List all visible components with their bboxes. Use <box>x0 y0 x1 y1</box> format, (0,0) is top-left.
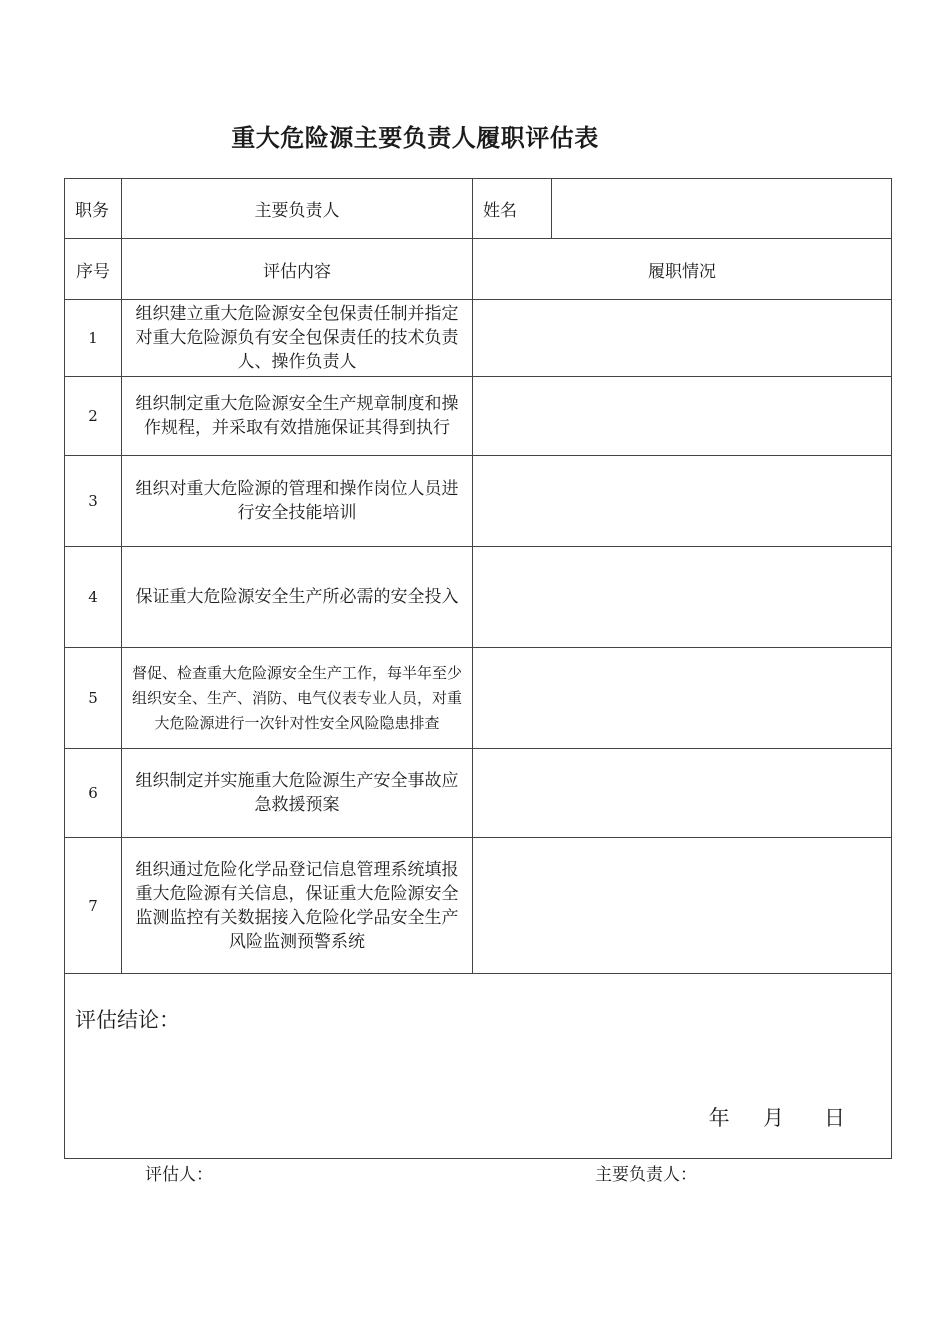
row-seq: 4 <box>65 547 122 648</box>
row-content: 督促、检查重大危险源安全生产工作，每半年至少组织安全、生产、消防、电气仪表专业人员，对重大危险源进行一次针对性安全风险隐患排查 <box>122 648 473 749</box>
header-row <box>65 179 892 239</box>
row-seq: 6 <box>65 749 122 838</box>
row-content: 组织对重大危险源的管理和操作岗位人员进行安全技能培训 <box>122 456 473 547</box>
row-seq: 5 <box>65 648 122 749</box>
table-row <box>65 377 892 456</box>
assessment-table <box>64 178 892 1159</box>
conclusion-row <box>65 974 892 1159</box>
column-header-row <box>65 239 892 300</box>
page-title: 重大危险源主要负责人履职评估表 <box>231 123 599 152</box>
assessor-signature-label: 评估人： <box>145 1165 213 1185</box>
row-content: 组织通过危险化学品登记信息管理系统填报重大危险源有关信息，保证重大危险源安全监测监控有关数据接入危险化学品安全生产风险监测预警系统 <box>122 838 473 974</box>
row-status-field[interactable] <box>473 749 892 838</box>
table-row <box>65 648 892 749</box>
row-content: 组织制定重大危险源安全生产规章制度和操作规程，并采取有效措施保证其得到执行 <box>122 377 473 456</box>
name-label: 姓名 <box>473 179 552 239</box>
content-header: 评估内容 <box>122 239 473 300</box>
row-status-field[interactable] <box>473 300 892 377</box>
row-seq: 1 <box>65 300 122 377</box>
position-value[interactable]: 主要负责人 <box>122 179 473 239</box>
row-content: 组织建立重大危险源安全包保责任制并指定对重大危险源负有安全包保责任的技术负责人、操作负责人 <box>122 300 473 377</box>
row-seq: 3 <box>65 456 122 547</box>
conclusion-field[interactable] <box>65 974 892 1159</box>
principal-signature-label: 主要负责人： <box>595 1165 697 1185</box>
table-row <box>65 838 892 974</box>
row-status-field[interactable] <box>473 648 892 749</box>
row-status-field[interactable] <box>473 456 892 547</box>
row-content: 保证重大危险源安全生产所必需的安全投入 <box>122 547 473 648</box>
conclusion-label: 评估结论： <box>75 1008 180 1032</box>
row-status-field[interactable] <box>473 377 892 456</box>
table-row <box>65 547 892 648</box>
conclusion-date: 年 月 日 <box>708 1106 845 1130</box>
row-seq: 7 <box>65 838 122 974</box>
row-seq: 2 <box>65 377 122 456</box>
seq-header: 序号 <box>65 239 122 300</box>
status-header: 履职情况 <box>473 239 892 300</box>
row-status-field[interactable] <box>473 547 892 648</box>
table-row <box>65 456 892 547</box>
row-content: 组织制定并实施重大危险源生产安全事故应急救援预案 <box>122 749 473 838</box>
name-field[interactable] <box>552 179 892 239</box>
position-label: 职务 <box>65 179 122 239</box>
table-row <box>65 749 892 838</box>
table-row <box>65 300 892 377</box>
row-status-field[interactable] <box>473 838 892 974</box>
